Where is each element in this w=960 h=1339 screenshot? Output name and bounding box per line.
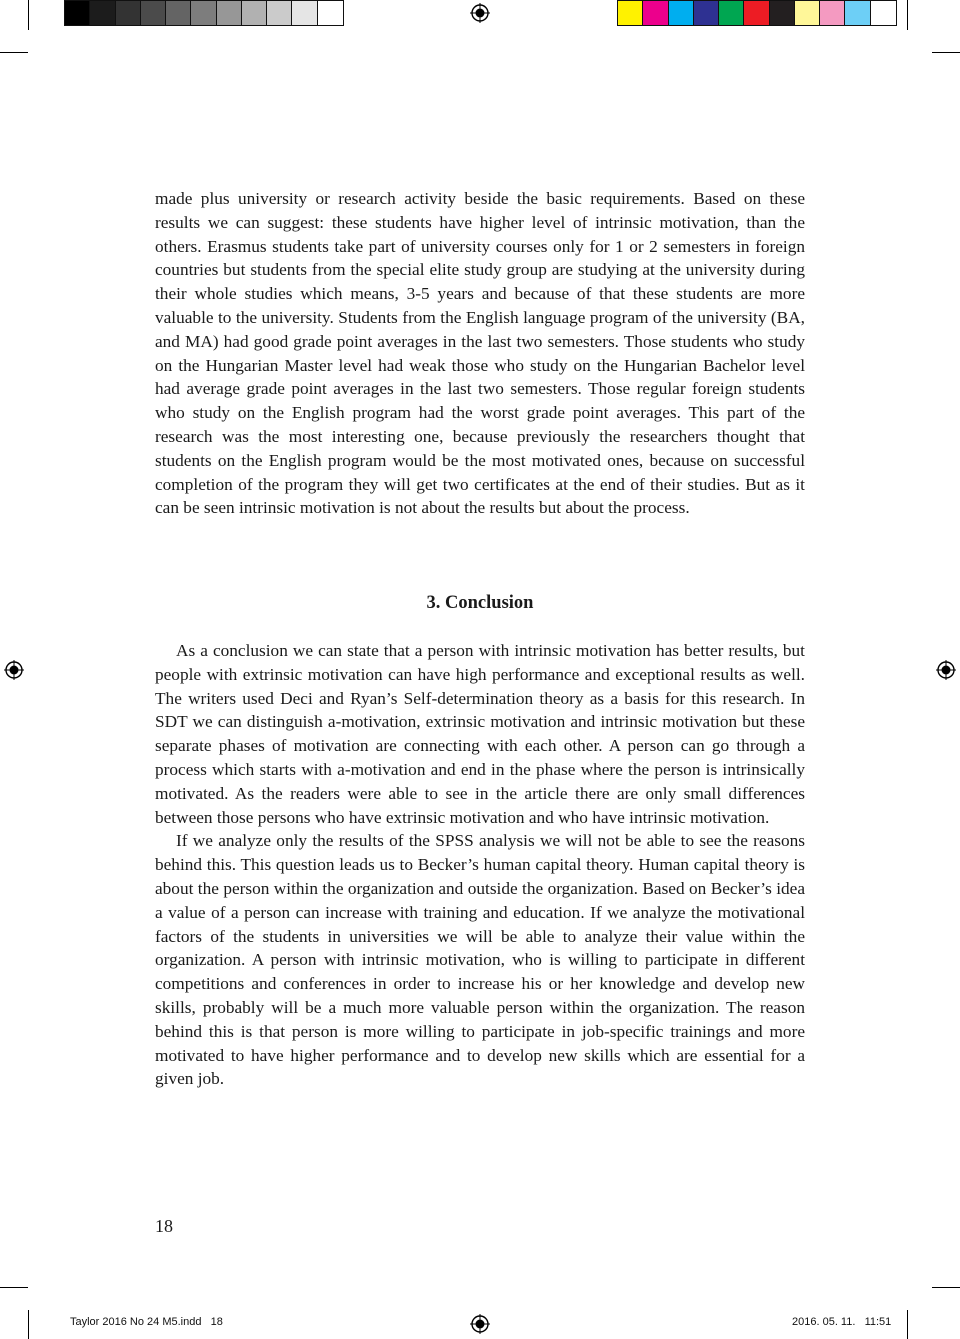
- crop-mark: [28, 0, 29, 30]
- gray-swatch: [116, 1, 141, 25]
- registration-mark-icon: [470, 3, 490, 23]
- gray-swatch: [90, 1, 115, 25]
- gray-swatch: [141, 1, 166, 25]
- gray-swatch: [318, 1, 343, 25]
- page-number: 18: [155, 1216, 173, 1236]
- conclusion-text-block: [155, 639, 805, 1091]
- body-paragraph: made plus university or research activity beside the basic requirements. Based on these results we can suggest: these students have higher level of intrinsic motivation, than the others. Erasmus students take part of university courses only for 1 or 2 semesters in foreign countries but students from the special elite study group are studying at the university during their whole studies which means, 3-5 years and because of that these students are more valuable to the university. Students from the English language program of the university (BA, and MA) had good grade point averages in the last two semesters. Those students who study on the Hungarian Master level had weak those who study on the Hungarian Bachelor level had average grade point averages in the last two semesters. Those regular foreign students who study on the English program had the worst grade point averages. This part of the research was the most interesting one, because previously the researchers thought that students on the English program would be the most motivated ones, because on successful completion of the program they will get two certificates at the end of their studies. But as it can be seen intrinsic motivation is not about the results but about the process.: [155, 189, 805, 518]
- registration-mark-icon: [936, 660, 956, 680]
- registration-mark-icon: [4, 660, 24, 680]
- gray-swatch: [292, 1, 317, 25]
- body-paragraph: If we analyze only the results of the SPSS analysis we will not be able to see the reasons behind this. This question leads us to Becker’s human capital theory. Human capital theory is about the person within the organization and outside the organization. Based on Becker’s idea a value of a person can increase with training and education. If we analyze the motivational factors of the students in universities we will be able to analyze their value within the organization. A person with intrinsic motivation, who is willing to participate in different competitions and conferences in order to increase his or her knowledge and develop new skills, probably will be a much more valuable person within the organization. The reason behind this is that person is more willing to participate in job-specific trainings and more motivated to have higher performance and to develop new skills which are essential for a given job.: [155, 831, 805, 1089]
- color-swatch: [820, 1, 845, 25]
- crop-mark: [932, 1287, 960, 1288]
- intro-text-block: [155, 187, 805, 520]
- color-swatch: [618, 1, 643, 25]
- color-swatch: [795, 1, 820, 25]
- slug-file-info: Taylor 2016 No 24 M5.indd 18: [70, 1316, 223, 1328]
- crop-mark: [907, 1310, 908, 1339]
- crop-mark: [0, 1287, 28, 1288]
- color-swatch: [744, 1, 769, 25]
- color-swatch: [694, 1, 719, 25]
- grayscale-calibration-bar: [64, 0, 344, 26]
- color-calibration-bar: [617, 0, 897, 26]
- gray-swatch: [166, 1, 191, 25]
- registration-mark-icon: [470, 1314, 490, 1334]
- section-heading: 3. Conclusion: [426, 593, 534, 613]
- color-swatch: [669, 1, 694, 25]
- gray-swatch: [191, 1, 216, 25]
- color-swatch: [719, 1, 744, 25]
- slug-timestamp: 2016. 05. 11. 11:51: [792, 1316, 892, 1328]
- crop-mark: [0, 52, 28, 53]
- crop-mark: [907, 0, 908, 30]
- color-swatch: [770, 1, 795, 25]
- gray-swatch: [267, 1, 292, 25]
- gray-swatch: [242, 1, 267, 25]
- crop-mark: [932, 52, 960, 53]
- color-swatch: [871, 1, 896, 25]
- crop-mark: [28, 1310, 29, 1339]
- gray-swatch: [217, 1, 242, 25]
- body-paragraph: As a conclusion we can state that a person with intrinsic motivation has better results, but people with extrinsic motivation can have high performance and exceptional results as well. The writers used Deci and Ryan’s Self-determination theory as a basis for this research. In SDT we can distinguish a-motivation, extrinsic motivation and intrinsic motivation but these separate phases of motivation are connecting with each other. A person can go through a process which starts with a-motivation and end in the phase where the person is intrinsically motivated. As the readers were able to see in the article there are only small differences between those persons who have extrinsic motivation and who have intrinsic motivation.: [155, 641, 805, 827]
- gray-swatch: [65, 1, 90, 25]
- color-swatch: [643, 1, 668, 25]
- color-swatch: [845, 1, 870, 25]
